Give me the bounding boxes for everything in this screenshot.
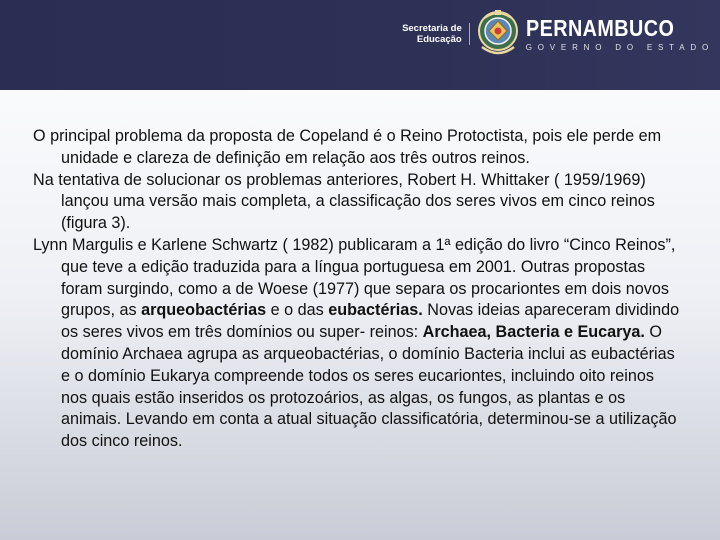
secretaria-line-2: Educação bbox=[416, 34, 462, 45]
header-banner bbox=[0, 0, 720, 90]
government-line: GOVERNO DO ESTADO bbox=[525, 43, 714, 52]
paragraph-margulis bbox=[33, 235, 683, 453]
paragraph-text-part: O domínio Archaea agrupa as arqueobactérias, o domínio Bacteria inclui as eubactérias e o domínio Eukarya compreende todos os seres eucariontes, incluindo oito reinos nos quais estão inseridos os protozoários, as algas, os fungos, as plantas e os animais. Levando em conta a atual situação classificatória, determinou-se a utilização dos cinco reinos. bbox=[61, 323, 677, 451]
paragraph-whittaker: Na tentativa de solucionar os problemas anteriores, Robert H. Whittaker ( 1959/1969) lançou uma versão mais completa, a classificação dos seres vivos em cinco reinos (figura 3). bbox=[33, 170, 655, 233]
pernambuco-coat-of-arms-icon bbox=[476, 9, 520, 59]
bold-term-arqueobacterias: arqueobactérias bbox=[141, 301, 267, 320]
secretaria-label bbox=[402, 23, 470, 45]
secretaria-line-1: Secretaria de bbox=[402, 23, 462, 34]
paragraph-text-part: e o das bbox=[266, 301, 329, 320]
paragraph-copeland: O principal problema da proposta de Copeland é o Reino Protoctista, pois ele perde em unidade e clareza de definição em relação aos três outros reinos. bbox=[33, 127, 662, 167]
paragraph-text-part: Novas ideias apareceram dividindo os seres vivos em três domínios ou super- reinos: bbox=[61, 301, 680, 342]
paragraph-text-part: Lynn Margulis e Karlene Schwartz ( 1982) publicaram a 1ª edição do livro “Cinco Reinos”, que teve a edição traduzida para a língua portuguesa em 2001. Outras propostas foram surgindo, como a de Woese (1977) que separa os procariontes em dois novos grupos, as bbox=[33, 235, 676, 320]
state-name: PERNAMBUCO bbox=[525, 15, 675, 41]
body-text bbox=[33, 126, 683, 453]
government-logo bbox=[402, 8, 714, 60]
bold-term-eubacterias: eubactérias. bbox=[328, 301, 423, 320]
bold-term-domains: Archaea, Bacteria e Eucarya. bbox=[422, 323, 645, 342]
